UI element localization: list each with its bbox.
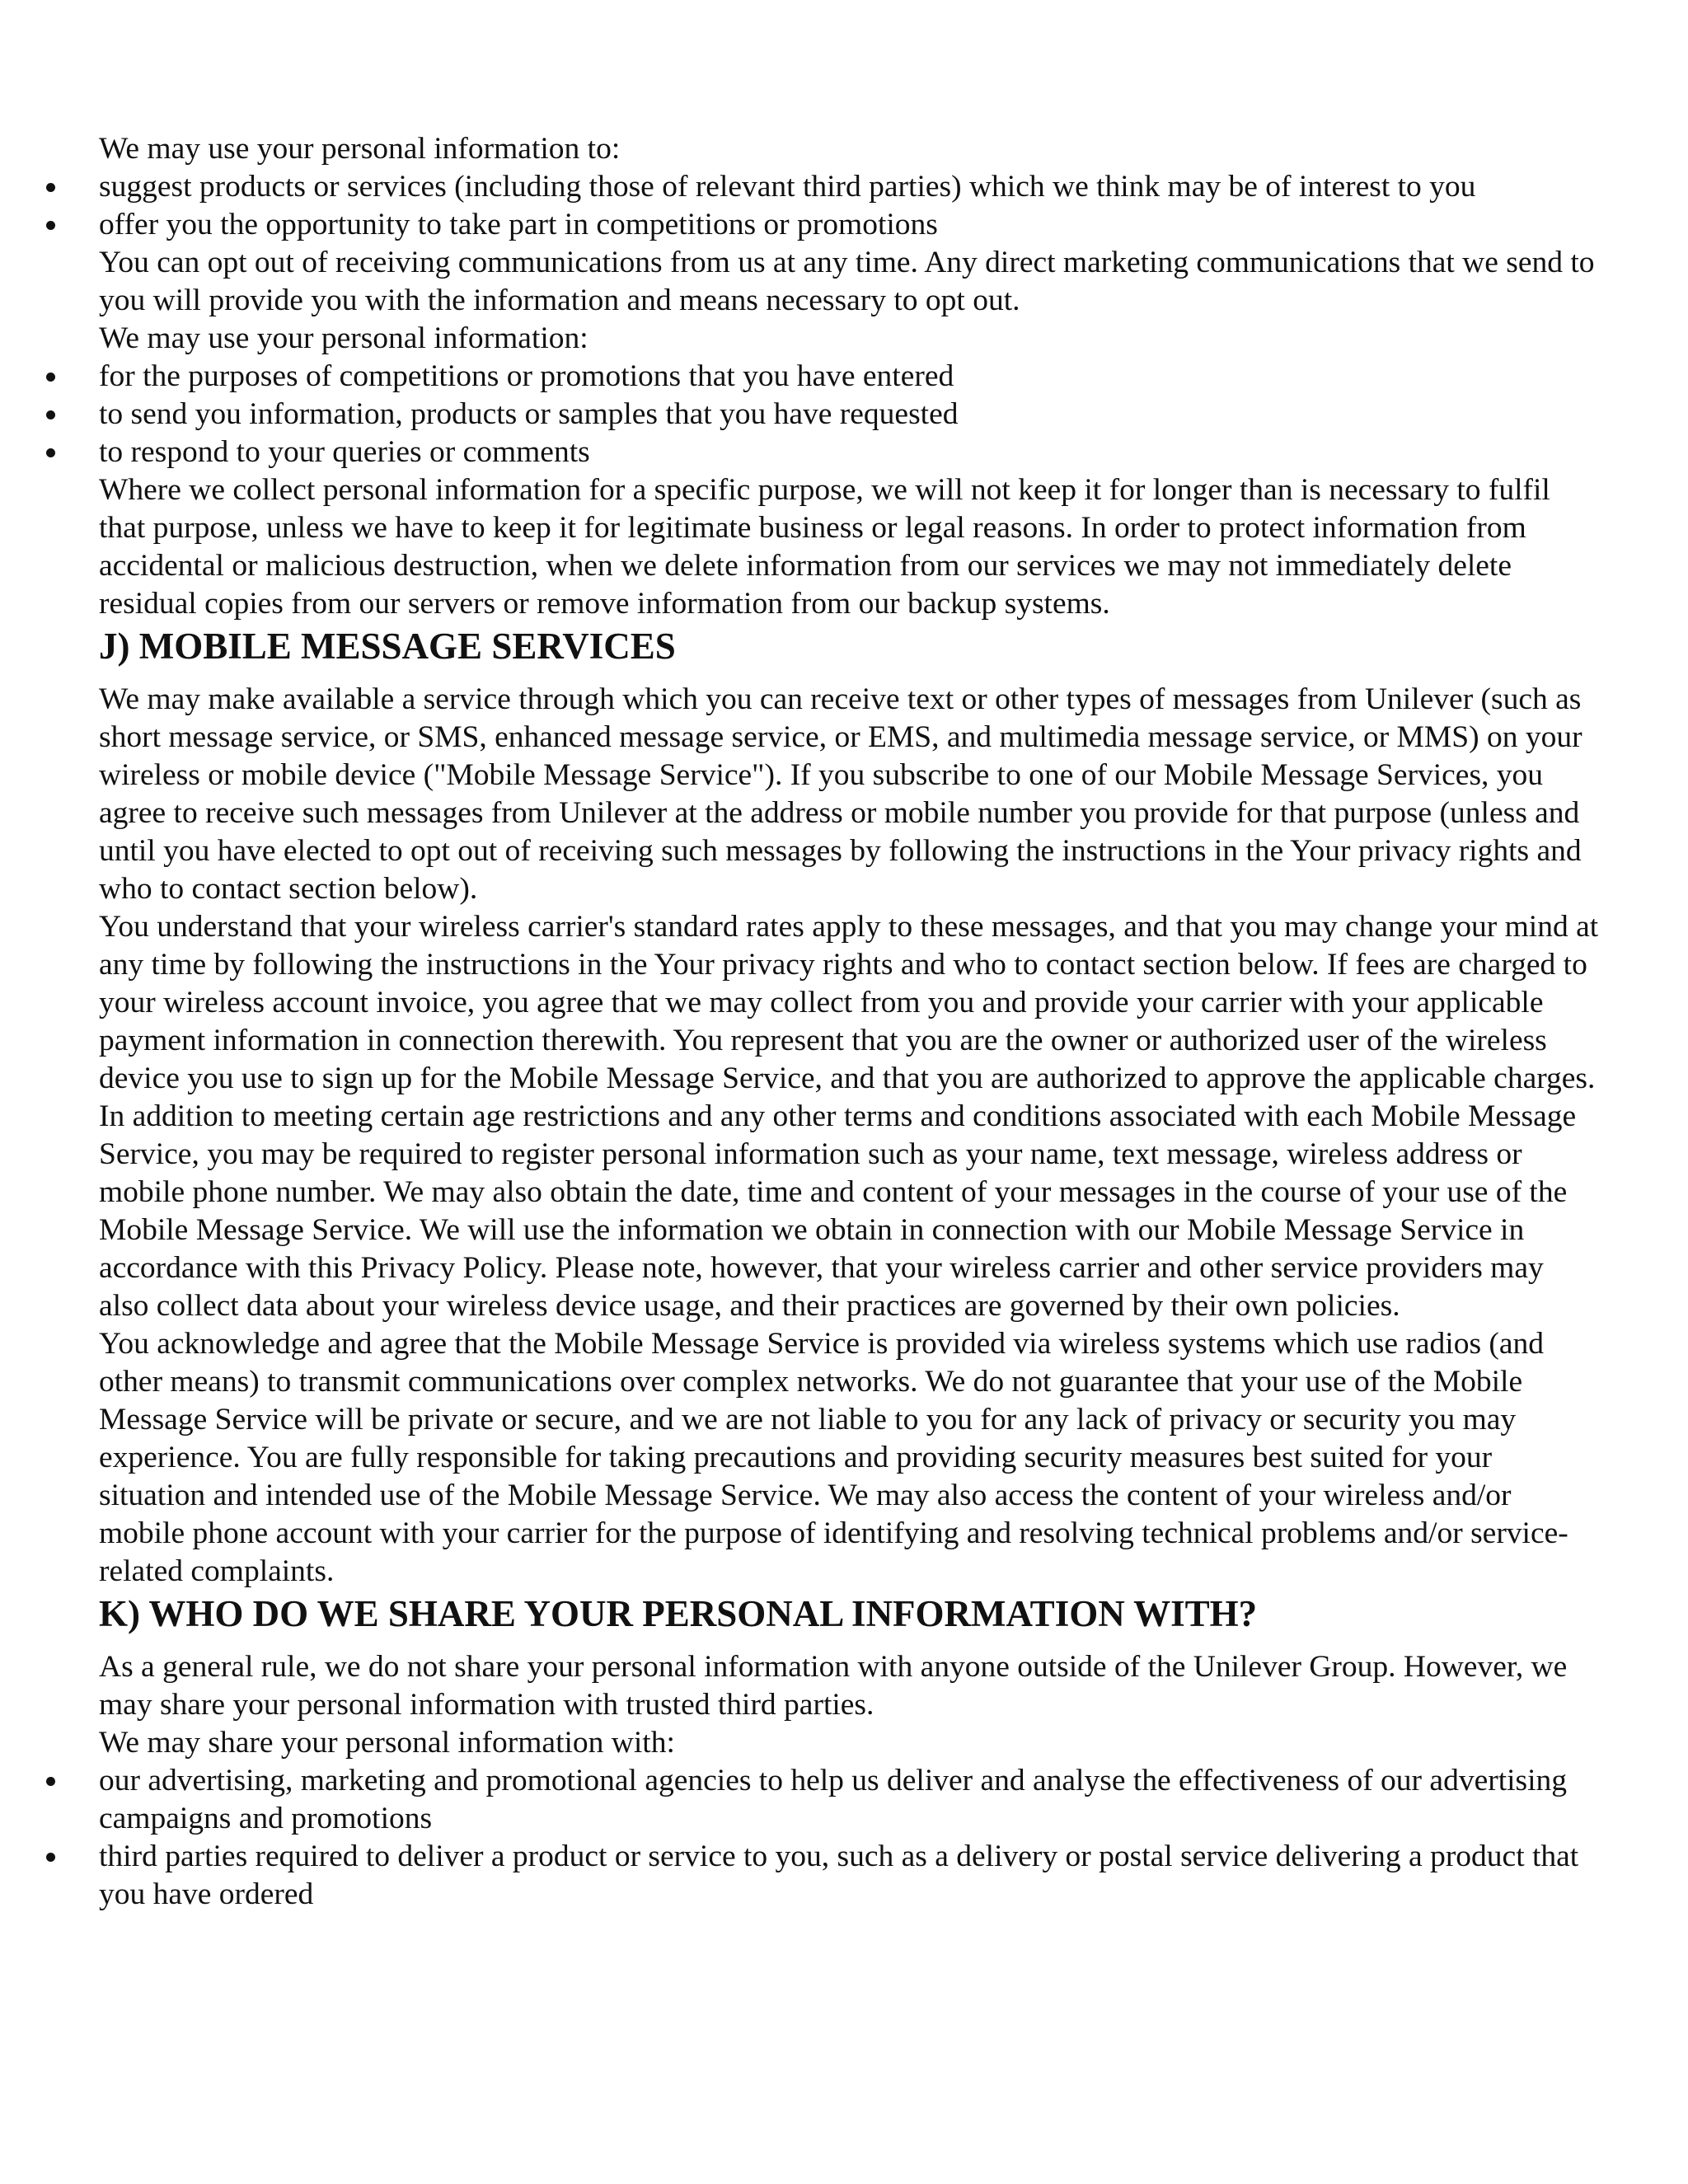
- use-info-list-1: [99, 168, 1599, 244]
- list-item: [99, 434, 1599, 471]
- mobile-message-paragraph: You understand that your wireless carrier's standard rates apply to these messages, and that you may change your mind at any time by following the instructions in the Your privacy rights and who to contact section below. If fees are charged to your wireless account invoice, you agree that we may collect from you and provide your carrier with your applicable payment information in connection therewith. You represent that you are the owner or authorized user of the wireless device you use to sign up for the Mobile Message Service, and that you are authorized to approve the applicable charges. In addition to meeting certain age restrictions and any other terms and conditions associated with each Mobile Message Service, you may be required to register personal information such as your name, text message, wireless address or mobile phone number. We may also obtain the date, time and content of your messages in the course of your use of the Mobile Message Service. We will use the information we obtain in connection with our Mobile Message Service in accordance with this Privacy Policy. Please note, however, that your wireless carrier and other service providers may also collect data about your wireless device usage, and their practices are governed by their own policies.: [99, 910, 1599, 1323]
- section-heading-mobile-message: J) MOBILE MESSAGE SERVICES: [99, 626, 676, 667]
- section-heading-share-info: K) WHO DO WE SHARE YOUR PERSONAL INFORMATION WITH?: [99, 1593, 1258, 1634]
- bullet-icon: [46, 221, 55, 230]
- document-page: [99, 130, 1599, 1914]
- bullet-icon: [46, 1853, 55, 1862]
- bullet-icon: [46, 410, 55, 419]
- list-item: [99, 168, 1599, 206]
- list-item: [99, 206, 1599, 244]
- bullet-icon: [46, 183, 55, 192]
- list-item: [99, 396, 1599, 434]
- list-item-text: for the purposes of competitions or promotions that you have entered: [99, 359, 954, 393]
- share-info-intro-2: We may share your personal information with:: [99, 1726, 675, 1760]
- mobile-message-paragraph: You acknowledge and agree that the Mobile Message Service is provided via wireless systems which use radios (and other means) to transmit communications over complex networks. We do not guarantee that your use of the Mobile Message Service will be private or secure, and we are not liable to you for any lack of privacy or security you may experience. You are fully responsible for taking precautions and providing security measures best suited for your situation and intended use of the Mobile Message Service. We may also access the content of your wireless and/or mobile phone account with your carrier for the purpose of identifying and resolving technical problems and/or service-related complaints.: [99, 1327, 1568, 1588]
- list-item-text: suggest products or services (including those of relevant third parties) which we think may be of interest to you: [99, 170, 1476, 204]
- list-item: [99, 1762, 1599, 1838]
- list-item: [99, 358, 1599, 396]
- share-info-list: [99, 1762, 1599, 1914]
- bullet-icon: [46, 1777, 55, 1786]
- list-item-text: to send you information, products or samples that you have requested: [99, 397, 959, 431]
- list-item-text: third parties required to deliver a product or service to you, such as a delivery or postal service delivering a product that you have ordered: [99, 1840, 1579, 1911]
- list-item: [99, 1838, 1599, 1914]
- share-info-intro: As a general rule, we do not share your personal information with anyone outside of the Unilever Group. However, we may share your personal information with trusted third parties.: [99, 1650, 1568, 1722]
- mobile-message-paragraph: We may make available a service through which you can receive text or other types of messages from Unilever (such as short message service, or SMS, enhanced message service, or EMS, and multimedia message service, or MMS) on your wireless or mobile device ("Mobile Message Service"). If you subscribe to one of our Mobile Message Services, you agree to receive such messages from Unilever at the address or mobile number you provide for that purpose (unless and until you have elected to opt out of receiving such messages by following the instructions in the Your privacy rights and who to contact section below).: [99, 682, 1582, 906]
- bullet-icon: [46, 448, 55, 457]
- opt-out-paragraph: You can opt out of receiving communications from us at any time. Any direct marketing communications that we send to you will provide you with the information and means necessary to opt out.: [99, 246, 1595, 317]
- list-item-text: our advertising, marketing and promotional agencies to help us deliver and analyse the effectiveness of our advertising campaigns and promotions: [99, 1764, 1568, 1835]
- use-info-intro-2: We may use your personal information:: [99, 321, 588, 355]
- retention-paragraph: Where we collect personal information for a specific purpose, we will not keep it for longer than is necessary to fulfil that purpose, unless we have to keep it for legitimate business or legal reasons. In order to protect information from accidental or malicious destruction, when we delete information from our services we may not immediately delete residual copies from our servers or remove information from our backup systems.: [99, 473, 1550, 621]
- use-info-list-2: [99, 358, 1599, 471]
- bullet-icon: [46, 373, 55, 382]
- list-item-text: offer you the opportunity to take part in competitions or promotions: [99, 208, 938, 241]
- list-item-text: to respond to your queries or comments: [99, 435, 590, 469]
- use-info-intro: We may use your personal information to:: [99, 132, 621, 166]
